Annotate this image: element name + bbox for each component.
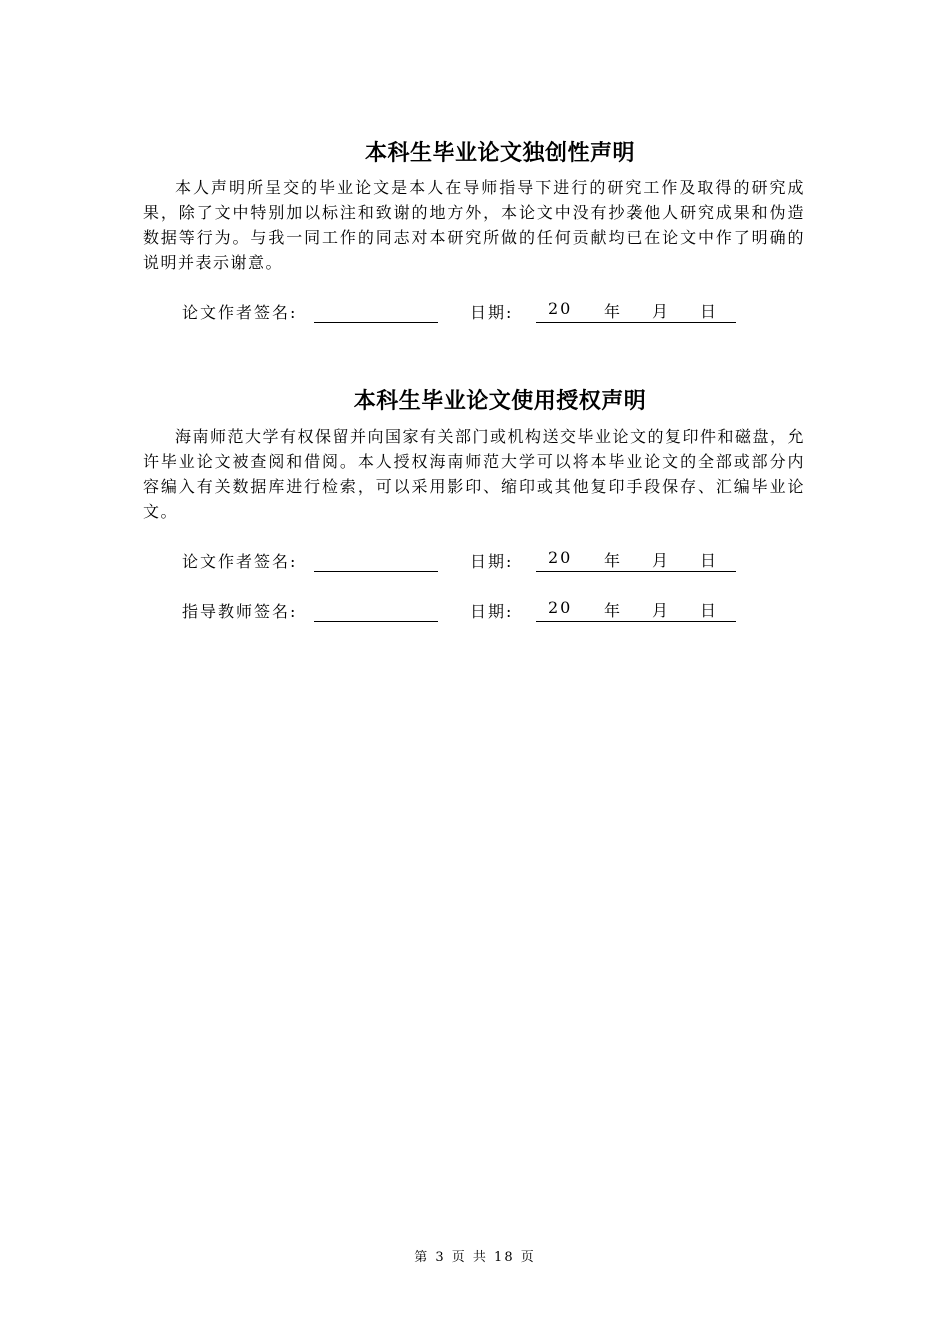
date-day-unit: 日 bbox=[700, 302, 719, 321]
signature-blank bbox=[314, 304, 438, 323]
signature-blank bbox=[314, 603, 438, 622]
date-day-unit: 日 bbox=[700, 601, 719, 620]
originality-author-signature-row bbox=[182, 299, 736, 323]
date-year-prefix: 20 bbox=[548, 598, 573, 617]
date-month-unit: 月 bbox=[652, 601, 671, 620]
signature-blank bbox=[314, 553, 438, 572]
originality-body: 本人声明所呈交的毕业论文是本人在导师指导下进行的研究工作及取得的研究成果，除了文中特别加以标注和致谢的地方外，本论文中没有抄袭他人研究成果和伪造数据等行为。与我一同工作的同志对本研究所做的任何贡献均已在论文中作了明确的说明并表示谢意。 bbox=[143, 178, 805, 272]
signature-label: 指导教师签名: bbox=[182, 602, 298, 621]
authorization-body: 海南师范大学有权保留并向国家有关部门或机构送交毕业论文的复印件和磁盘，允许毕业论文被查阅和借阅。本人授权海南师范大学可以将本毕业论文的全部或部分内容编入有关数据库进行检索，可以采用影印、缩印或其他复印手段保存、汇编毕业论文。 bbox=[143, 427, 806, 521]
signature-label: 论文作者签名: bbox=[182, 303, 298, 322]
page-number-footer: 第 3 页 共 18 页 bbox=[414, 1250, 536, 1265]
date-year-unit: 年 bbox=[604, 551, 623, 570]
signature-label: 论文作者签名: bbox=[182, 552, 298, 571]
authorization-title: 本科生毕业论文使用授权声明 bbox=[353, 389, 647, 414]
authorization-advisor-signature-row bbox=[182, 598, 736, 622]
date-blank bbox=[536, 299, 736, 323]
originality-title: 本科生毕业论文独创性声明 bbox=[364, 141, 635, 166]
date-year-unit: 年 bbox=[604, 601, 623, 620]
date-month-unit: 月 bbox=[652, 551, 671, 570]
date-year-prefix: 20 bbox=[548, 299, 573, 318]
authorization-author-signature-row bbox=[182, 548, 736, 572]
date-year-prefix: 20 bbox=[548, 548, 573, 567]
date-label: 日期: bbox=[470, 602, 514, 621]
date-label: 日期: bbox=[470, 552, 514, 571]
date-year-unit: 年 bbox=[604, 302, 623, 321]
date-month-unit: 月 bbox=[652, 302, 671, 321]
date-day-unit: 日 bbox=[700, 551, 719, 570]
date-blank bbox=[536, 548, 736, 572]
date-blank bbox=[536, 598, 736, 622]
date-label: 日期: bbox=[470, 303, 514, 322]
